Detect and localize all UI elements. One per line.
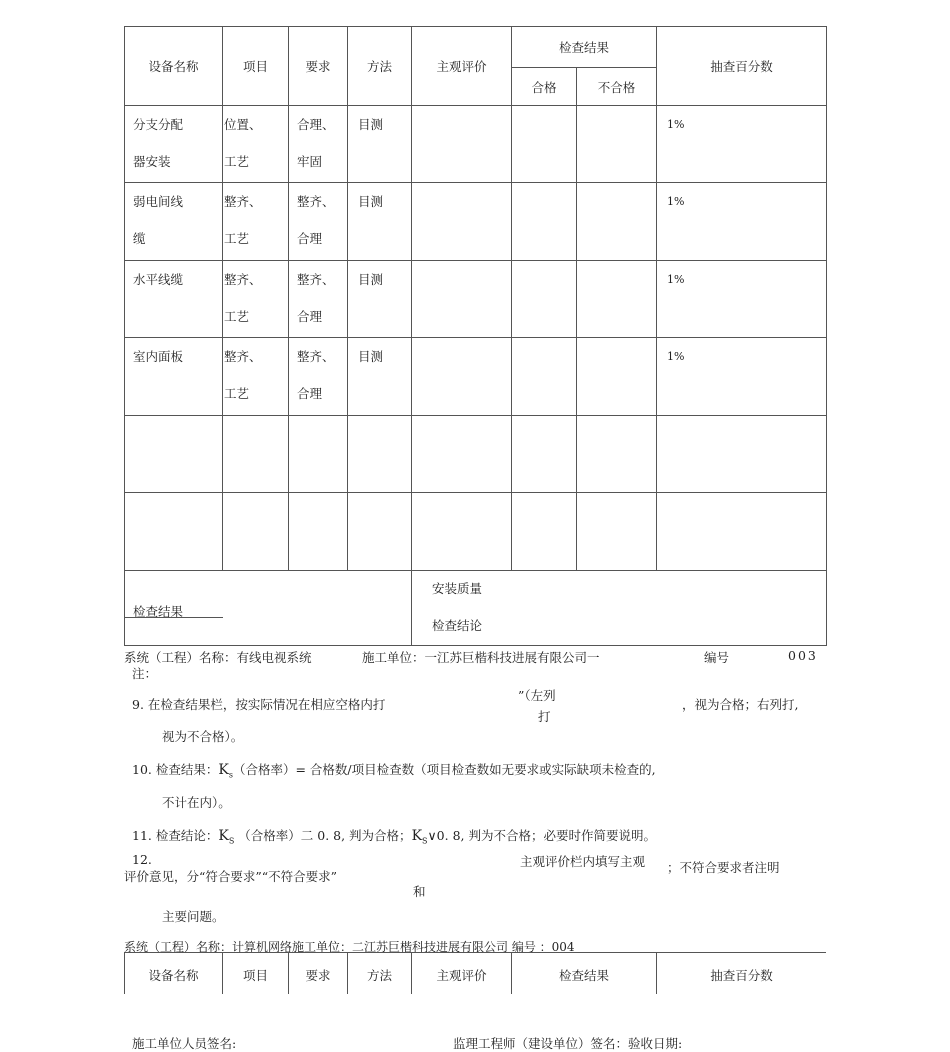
method-cell: 目测 [348,106,412,183]
item-cell: 整齐、 工艺 [223,261,289,338]
requirement-cell: 整齐、 合理 [289,183,348,261]
note-9-d: ，视为合格；右列打, [682,697,799,712]
item-cell: 位置、 工艺 [223,106,289,183]
pass-cell[interactable] [512,106,577,183]
device-cell: 弱电间线 缆 [125,183,223,261]
subjective-cell[interactable] [412,106,512,183]
header-item: 项目 [223,27,289,106]
note-12-f: 主要问题。 [162,909,225,924]
note-12-b: 主观评价栏内填写主观 [520,854,646,869]
header-method: 方法 [348,27,412,106]
item-cell: 整齐、 工艺 [223,183,289,261]
table-row [125,261,827,338]
header-pass: 合格 [512,68,577,106]
note-10: 10. 检查结果：$K_s$（合格率）= 合格数/项目检查数（项目检查数如无要求或实际缺项未检查的, [132,762,656,780]
header-subjective: 主观评价 [412,27,512,106]
contractor-signature[interactable]: 施工单位人员签名: [132,1036,237,1051]
fail-cell[interactable] [577,338,657,416]
contractor-1: 施工单位：一江苏巨楷科技进展有限公司一 [362,650,600,665]
percent-cell: 1% [657,338,827,416]
note-11: 11. 检查结论：$K_S$ （合格率）二 0. 8, 判为合格；$K_S\vee 0$. 8, 判为不合格；必要时作简要说明。 [132,828,656,846]
table-row-empty [125,416,827,493]
pass-cell[interactable] [512,261,577,338]
header-result-2: 检查结果 [512,953,657,995]
device-cell: 室内面板 [125,338,223,416]
system-info-2: 系统（工程）名称：计算机网络施工单位：二江苏巨楷科技进展有限公司 编号 ：004 [124,940,575,954]
supervisor-signature[interactable]: 监理工程师（建设单位）签名：验收日期: [453,1036,683,1051]
method-cell: 目测 [348,261,412,338]
header-percent: 抽查百分数 [657,27,827,106]
percent-cell: 1% [657,106,827,183]
number-label-1: 编号 [704,650,730,665]
note-12-c: 评价意见，分“符合要求”“不符合要求” [124,869,338,884]
fail-cell[interactable] [577,261,657,338]
header-requirement-2: 要求 [289,953,348,995]
header-fail: 不合格 [577,68,657,106]
note-9-b: ”（左列 [518,688,556,703]
table-row [125,338,827,416]
notes-title: 注： [132,666,158,681]
inspection-table [124,26,827,646]
system-name-1: 系统（工程）名称：有线电视系统 [124,650,312,665]
table-row-empty [125,493,827,571]
pass-cell[interactable] [512,183,577,261]
result-footer-cell [125,571,412,646]
second-table-header [124,952,826,994]
percent-cell: 1% [657,183,827,261]
header-item-2: 项目 [223,953,289,995]
header-percent-2: 抽查百分数 [657,953,827,995]
header-device: 设备名称 [125,27,223,106]
fail-cell[interactable] [577,183,657,261]
number-1: 003 [788,648,818,663]
requirement-cell: 合理、 牢固 [289,106,348,183]
fail-cell[interactable] [577,106,657,183]
percent-cell: 1% [657,261,827,338]
note-12-a: 12. [132,852,152,867]
device-cell: 分支分配 器安装 [125,106,223,183]
pass-cell[interactable] [512,338,577,416]
table-row [125,183,827,261]
note-12-d: 和 [413,884,426,899]
requirement-cell: 整齐、 合理 [289,261,348,338]
conclusion-footer-cell [412,571,827,646]
method-cell: 目测 [348,183,412,261]
method-cell: 目测 [348,338,412,416]
item-cell: 整齐、 工艺 [223,338,289,416]
header-method-2: 方法 [348,953,412,995]
table-footer-row [125,571,827,646]
quality-label: 安装质量 [432,581,483,596]
header-requirement: 要求 [289,27,348,106]
note-10-cont: 不计在内）。 [162,795,231,810]
subjective-cell[interactable] [412,261,512,338]
conclusion-label: 检查结论 [432,618,483,633]
result-label: 检查结果 [133,604,184,619]
note-12-e: ；不符合要求者注明 [667,860,780,875]
subjective-cell[interactable] [412,183,512,261]
subjective-cell[interactable] [412,338,512,416]
header-result: 检查结果 [512,27,657,68]
note-9-a: 9. 在检查结果栏，按实际情况在相应空格内打 [132,697,386,712]
table-row [125,106,827,183]
header-subjective-2: 主观评价 [412,953,512,995]
requirement-cell: 整齐、 合理 [289,338,348,416]
device-cell: 水平线缆 [125,261,223,338]
header-device-2: 设备名称 [125,953,223,995]
note-9-c: 打 [538,709,551,724]
note-9-e: 视为不合格）。 [162,729,244,744]
